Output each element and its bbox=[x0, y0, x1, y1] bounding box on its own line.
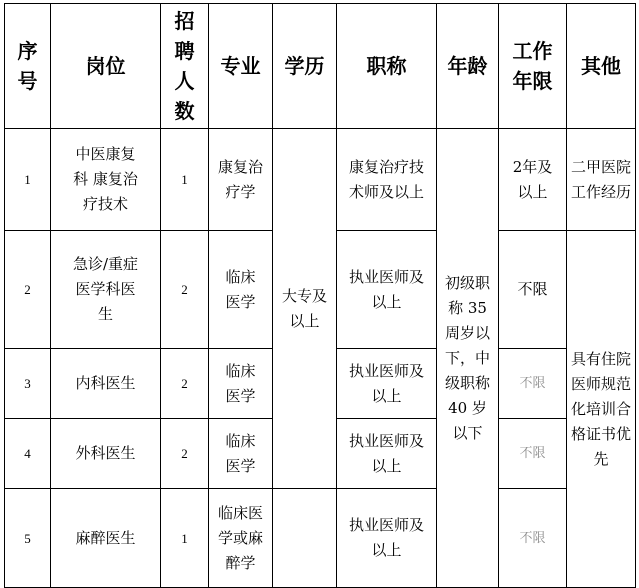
row-count: 1 bbox=[161, 489, 209, 588]
other-shared: 具有住院 医师规范 化培训合 格证书优 先 bbox=[567, 231, 636, 588]
header-other: 其他 bbox=[567, 4, 636, 129]
row-years: 不限 bbox=[499, 489, 567, 588]
row-major: 临床 医学 bbox=[209, 419, 273, 489]
recruitment-table bbox=[4, 3, 636, 588]
row-count: 2 bbox=[161, 349, 209, 419]
row-years: 不限 bbox=[499, 349, 567, 419]
row-count: 2 bbox=[161, 231, 209, 349]
row-position: 内科医生 bbox=[51, 349, 161, 419]
row-no: 1 bbox=[5, 129, 51, 231]
table-row bbox=[5, 129, 636, 231]
header-age: 年龄 bbox=[437, 4, 499, 129]
row-major: 临床 医学 bbox=[209, 349, 273, 419]
row-position: 中医康复 科 康复治 疗技术 bbox=[51, 129, 161, 231]
header-education: 学历 bbox=[273, 4, 337, 129]
row-title: 执业医师及 以上 bbox=[337, 349, 437, 419]
header-row bbox=[5, 4, 636, 129]
row-no: 3 bbox=[5, 349, 51, 419]
header-position: 岗位 bbox=[51, 4, 161, 129]
header-no: 序 号 bbox=[5, 4, 51, 129]
row-title: 执业医师及 以上 bbox=[337, 231, 437, 349]
row-major: 临床 医学 bbox=[209, 231, 273, 349]
row-count: 1 bbox=[161, 129, 209, 231]
row-years: 2年及 以上 bbox=[499, 129, 567, 231]
row-position: 急诊/重症 医学科医 生 bbox=[51, 231, 161, 349]
row-years: 不限 bbox=[499, 231, 567, 349]
row-no: 5 bbox=[5, 489, 51, 588]
education-shared: 大专及 以上 bbox=[273, 129, 337, 489]
header-count: 招聘 人数 bbox=[161, 4, 209, 129]
row-position: 麻醉医生 bbox=[51, 489, 161, 588]
row-no: 2 bbox=[5, 231, 51, 349]
row-other: 二甲医院 工作经历 bbox=[567, 129, 636, 231]
row-count: 2 bbox=[161, 419, 209, 489]
row-major: 康复治 疗学 bbox=[209, 129, 273, 231]
row-position: 外科医生 bbox=[51, 419, 161, 489]
row-years: 不限 bbox=[499, 419, 567, 489]
row-title: 执业医师及 以上 bbox=[337, 489, 437, 588]
row-title: 执业医师及 以上 bbox=[337, 419, 437, 489]
row-major: 临床医 学或麻 醉学 bbox=[209, 489, 273, 588]
education-row-5 bbox=[273, 489, 337, 588]
row-no: 4 bbox=[5, 419, 51, 489]
table-row bbox=[5, 489, 636, 588]
header-years: 工作 年限 bbox=[499, 4, 567, 129]
age-shared: 初级职 称 35 周岁以 下，中 级职称 40 岁 以下 bbox=[437, 129, 499, 588]
row-title: 康复治疗技 术师及以上 bbox=[337, 129, 437, 231]
header-title: 职称 bbox=[337, 4, 437, 129]
header-major: 专业 bbox=[209, 4, 273, 129]
